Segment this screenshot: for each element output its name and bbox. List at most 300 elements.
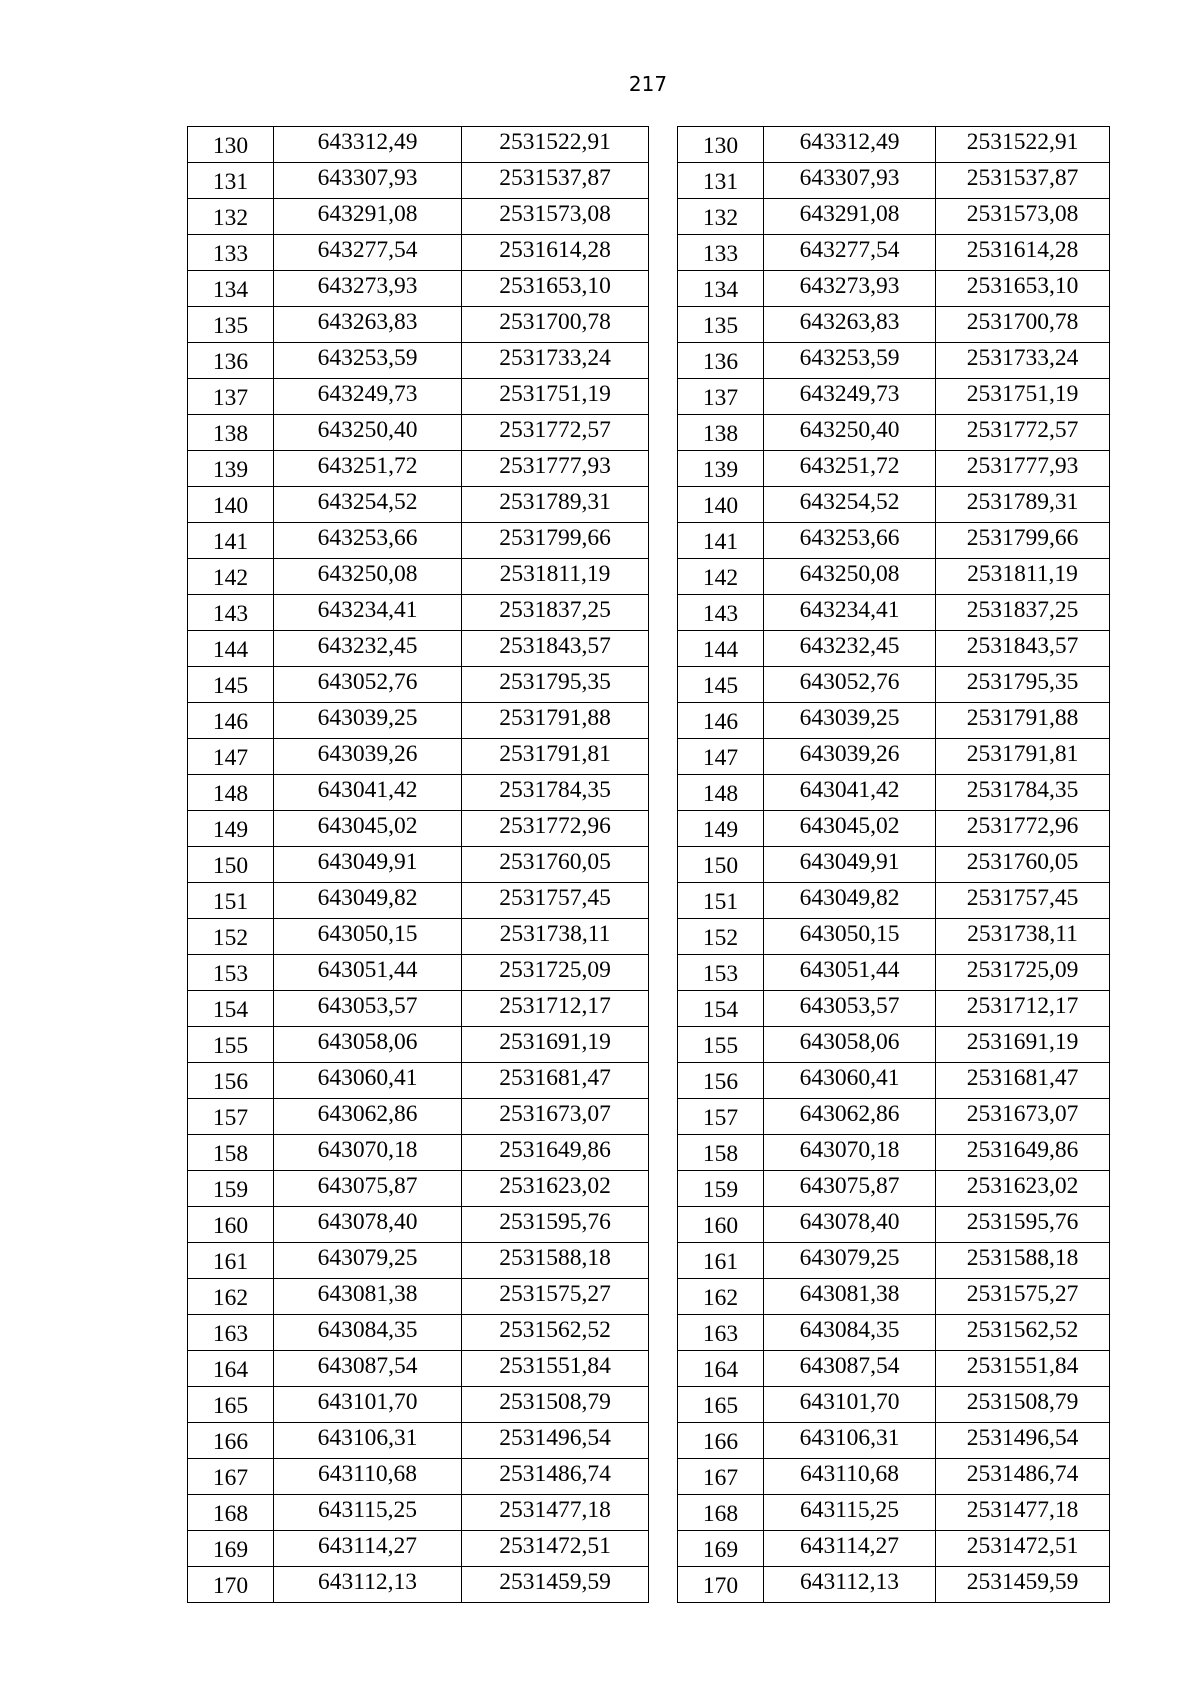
x-coordinate-cell: 643081,38 <box>274 1279 462 1315</box>
point-number-cell: 159 <box>678 1171 764 1207</box>
table-row <box>188 919 649 955</box>
table-row <box>188 847 649 883</box>
table-row <box>188 739 649 775</box>
x-coordinate-cell: 643254,52 <box>274 487 462 523</box>
x-coordinate-cell: 643050,15 <box>764 919 936 955</box>
x-coordinate-cell: 643250,08 <box>764 559 936 595</box>
y-coordinate-cell: 2531649,86 <box>936 1135 1110 1171</box>
point-number-cell: 160 <box>188 1207 274 1243</box>
y-coordinate-cell: 2531614,28 <box>936 235 1110 271</box>
table-row <box>678 1027 1110 1063</box>
table-row <box>678 847 1110 883</box>
x-coordinate-cell: 643052,76 <box>274 667 462 703</box>
x-coordinate-cell: 643277,54 <box>764 235 936 271</box>
x-coordinate-cell: 643251,72 <box>764 451 936 487</box>
point-number-cell: 133 <box>678 235 764 271</box>
y-coordinate-cell: 2531575,27 <box>462 1279 649 1315</box>
x-coordinate-cell: 643254,52 <box>764 487 936 523</box>
x-coordinate-cell: 643110,68 <box>274 1459 462 1495</box>
y-coordinate-cell: 2531700,78 <box>462 307 649 343</box>
x-coordinate-cell: 643312,49 <box>274 127 462 163</box>
point-number-cell: 166 <box>678 1423 764 1459</box>
x-coordinate-cell: 643053,57 <box>764 991 936 1027</box>
x-coordinate-cell: 643078,40 <box>764 1207 936 1243</box>
y-coordinate-cell: 2531795,35 <box>936 667 1110 703</box>
y-coordinate-cell: 2531777,93 <box>936 451 1110 487</box>
point-number-cell: 158 <box>188 1135 274 1171</box>
table-row <box>188 415 649 451</box>
table-row <box>188 1459 649 1495</box>
y-coordinate-cell: 2531789,31 <box>936 487 1110 523</box>
y-coordinate-cell: 2531725,09 <box>462 955 649 991</box>
y-coordinate-cell: 2531588,18 <box>936 1243 1110 1279</box>
table-row <box>188 1099 649 1135</box>
table-row <box>678 1135 1110 1171</box>
point-number-cell: 168 <box>188 1495 274 1531</box>
table-row <box>188 1135 649 1171</box>
x-coordinate-cell: 643253,66 <box>764 523 936 559</box>
point-number-cell: 142 <box>188 559 274 595</box>
x-coordinate-cell: 643087,54 <box>764 1351 936 1387</box>
table-row <box>188 1495 649 1531</box>
table-row <box>188 1027 649 1063</box>
point-number-cell: 132 <box>188 199 274 235</box>
point-number-cell: 134 <box>678 271 764 307</box>
point-number-cell: 161 <box>188 1243 274 1279</box>
point-number-cell: 134 <box>188 271 274 307</box>
table-row <box>678 1531 1110 1567</box>
x-coordinate-cell: 643112,13 <box>764 1567 936 1603</box>
point-number-cell: 136 <box>678 343 764 379</box>
x-coordinate-cell: 643051,44 <box>274 955 462 991</box>
point-number-cell: 151 <box>188 883 274 919</box>
point-number-cell: 162 <box>188 1279 274 1315</box>
table-row <box>678 199 1110 235</box>
y-coordinate-cell: 2531653,10 <box>462 271 649 307</box>
point-number-cell: 145 <box>678 667 764 703</box>
point-number-cell: 153 <box>188 955 274 991</box>
point-number-cell: 144 <box>678 631 764 667</box>
table-row <box>678 1423 1110 1459</box>
point-number-cell: 163 <box>188 1315 274 1351</box>
x-coordinate-cell: 643070,18 <box>764 1135 936 1171</box>
y-coordinate-cell: 2531573,08 <box>936 199 1110 235</box>
y-coordinate-cell: 2531522,91 <box>462 127 649 163</box>
point-number-cell: 141 <box>678 523 764 559</box>
y-coordinate-cell: 2531537,87 <box>462 163 649 199</box>
y-coordinate-cell: 2531459,59 <box>936 1567 1110 1603</box>
table-row <box>188 811 649 847</box>
table-row <box>188 631 649 667</box>
table-row <box>678 1099 1110 1135</box>
point-number-cell: 149 <box>188 811 274 847</box>
y-coordinate-cell: 2531459,59 <box>462 1567 649 1603</box>
point-number-cell: 159 <box>188 1171 274 1207</box>
point-number-cell: 130 <box>678 127 764 163</box>
point-number-cell: 142 <box>678 559 764 595</box>
y-coordinate-cell: 2531472,51 <box>936 1531 1110 1567</box>
point-number-cell: 151 <box>678 883 764 919</box>
table-row <box>188 703 649 739</box>
point-number-cell: 146 <box>188 703 274 739</box>
point-number-cell: 148 <box>678 775 764 811</box>
point-number-cell: 139 <box>678 451 764 487</box>
y-coordinate-cell: 2531477,18 <box>462 1495 649 1531</box>
table-row <box>678 379 1110 415</box>
y-coordinate-cell: 2531649,86 <box>462 1135 649 1171</box>
y-coordinate-cell: 2531486,74 <box>462 1459 649 1495</box>
x-coordinate-cell: 643060,41 <box>274 1063 462 1099</box>
x-coordinate-cell: 643101,70 <box>764 1387 936 1423</box>
x-coordinate-cell: 643250,08 <box>274 559 462 595</box>
x-coordinate-cell: 643249,73 <box>274 379 462 415</box>
point-number-cell: 131 <box>188 163 274 199</box>
point-number-cell: 138 <box>188 415 274 451</box>
x-coordinate-cell: 643070,18 <box>274 1135 462 1171</box>
point-number-cell: 168 <box>678 1495 764 1531</box>
x-coordinate-cell: 643263,83 <box>274 307 462 343</box>
y-coordinate-cell: 2531623,02 <box>936 1171 1110 1207</box>
y-coordinate-cell: 2531777,93 <box>462 451 649 487</box>
point-number-cell: 140 <box>188 487 274 523</box>
x-coordinate-cell: 643049,82 <box>274 883 462 919</box>
x-coordinate-cell: 643249,73 <box>764 379 936 415</box>
x-coordinate-cell: 643232,45 <box>274 631 462 667</box>
table-row <box>188 271 649 307</box>
point-number-cell: 152 <box>678 919 764 955</box>
table-row <box>188 451 649 487</box>
table-row <box>678 991 1110 1027</box>
y-coordinate-cell: 2531784,35 <box>936 775 1110 811</box>
table-row <box>188 775 649 811</box>
point-number-cell: 161 <box>678 1243 764 1279</box>
table-row <box>678 163 1110 199</box>
x-coordinate-cell: 643253,66 <box>274 523 462 559</box>
table-row <box>188 163 649 199</box>
table-row <box>678 1567 1110 1603</box>
x-coordinate-cell: 643251,72 <box>274 451 462 487</box>
y-coordinate-cell: 2531673,07 <box>462 1099 649 1135</box>
x-coordinate-cell: 643312,49 <box>764 127 936 163</box>
point-number-cell: 162 <box>678 1279 764 1315</box>
point-number-cell: 135 <box>678 307 764 343</box>
x-coordinate-cell: 643253,59 <box>274 343 462 379</box>
point-number-cell: 133 <box>188 235 274 271</box>
y-coordinate-cell: 2531712,17 <box>462 991 649 1027</box>
table-row <box>188 379 649 415</box>
coordinates-table-left <box>187 126 649 1603</box>
y-coordinate-cell: 2531486,74 <box>936 1459 1110 1495</box>
x-coordinate-cell: 643291,08 <box>274 199 462 235</box>
table-row <box>188 487 649 523</box>
y-coordinate-cell: 2531623,02 <box>462 1171 649 1207</box>
y-coordinate-cell: 2531522,91 <box>936 127 1110 163</box>
x-coordinate-cell: 643045,02 <box>764 811 936 847</box>
table-row <box>678 415 1110 451</box>
x-coordinate-cell: 643039,25 <box>274 703 462 739</box>
page-number: 217 <box>628 72 668 96</box>
point-number-cell: 150 <box>188 847 274 883</box>
table-row <box>678 523 1110 559</box>
table-row <box>188 667 649 703</box>
y-coordinate-cell: 2531595,76 <box>462 1207 649 1243</box>
y-coordinate-cell: 2531681,47 <box>936 1063 1110 1099</box>
y-coordinate-cell: 2531700,78 <box>936 307 1110 343</box>
point-number-cell: 156 <box>678 1063 764 1099</box>
x-coordinate-cell: 643307,93 <box>274 163 462 199</box>
point-number-cell: 138 <box>678 415 764 451</box>
y-coordinate-cell: 2531738,11 <box>936 919 1110 955</box>
point-number-cell: 143 <box>188 595 274 631</box>
table-row <box>678 955 1110 991</box>
y-coordinate-cell: 2531772,57 <box>462 415 649 451</box>
x-coordinate-cell: 643084,35 <box>274 1315 462 1351</box>
y-coordinate-cell: 2531562,52 <box>462 1315 649 1351</box>
table-row <box>188 1567 649 1603</box>
y-coordinate-cell: 2531791,81 <box>462 739 649 775</box>
point-number-cell: 139 <box>188 451 274 487</box>
x-coordinate-cell: 643079,25 <box>764 1243 936 1279</box>
x-coordinate-cell: 643087,54 <box>274 1351 462 1387</box>
table-row <box>678 235 1110 271</box>
table-row <box>678 1495 1110 1531</box>
x-coordinate-cell: 643045,02 <box>274 811 462 847</box>
table-row <box>188 1171 649 1207</box>
x-coordinate-cell: 643291,08 <box>764 199 936 235</box>
table-row <box>188 991 649 1027</box>
y-coordinate-cell: 2531712,17 <box>936 991 1110 1027</box>
y-coordinate-cell: 2531496,54 <box>936 1423 1110 1459</box>
y-coordinate-cell: 2531472,51 <box>462 1531 649 1567</box>
y-coordinate-cell: 2531799,66 <box>462 523 649 559</box>
point-number-cell: 157 <box>188 1099 274 1135</box>
y-coordinate-cell: 2531595,76 <box>936 1207 1110 1243</box>
table-row <box>188 199 649 235</box>
y-coordinate-cell: 2531789,31 <box>462 487 649 523</box>
y-coordinate-cell: 2531799,66 <box>936 523 1110 559</box>
point-number-cell: 149 <box>678 811 764 847</box>
point-number-cell: 150 <box>678 847 764 883</box>
x-coordinate-cell: 643253,59 <box>764 343 936 379</box>
table-row <box>188 1315 649 1351</box>
coordinates-table-right <box>677 126 1110 1603</box>
x-coordinate-cell: 643112,13 <box>274 1567 462 1603</box>
x-coordinate-cell: 643250,40 <box>764 415 936 451</box>
point-number-cell: 166 <box>188 1423 274 1459</box>
table-row <box>678 595 1110 631</box>
table-row <box>678 811 1110 847</box>
x-coordinate-cell: 643263,83 <box>764 307 936 343</box>
x-coordinate-cell: 643273,93 <box>764 271 936 307</box>
point-number-cell: 135 <box>188 307 274 343</box>
table-row <box>678 559 1110 595</box>
point-number-cell: 155 <box>678 1027 764 1063</box>
point-number-cell: 160 <box>678 1207 764 1243</box>
point-number-cell: 165 <box>188 1387 274 1423</box>
point-number-cell: 154 <box>188 991 274 1027</box>
table-row <box>188 955 649 991</box>
y-coordinate-cell: 2531837,25 <box>462 595 649 631</box>
table-row <box>678 1459 1110 1495</box>
point-number-cell: 165 <box>678 1387 764 1423</box>
x-coordinate-cell: 643039,26 <box>274 739 462 775</box>
y-coordinate-cell: 2531733,24 <box>936 343 1110 379</box>
table-row <box>678 1063 1110 1099</box>
x-coordinate-cell: 643075,87 <box>764 1171 936 1207</box>
point-number-cell: 170 <box>188 1567 274 1603</box>
y-coordinate-cell: 2531653,10 <box>936 271 1110 307</box>
table-row <box>188 1063 649 1099</box>
point-number-cell: 137 <box>678 379 764 415</box>
y-coordinate-cell: 2531772,96 <box>936 811 1110 847</box>
table-row <box>678 451 1110 487</box>
table-row <box>188 1279 649 1315</box>
table-row <box>678 667 1110 703</box>
table-row <box>188 343 649 379</box>
point-number-cell: 136 <box>188 343 274 379</box>
x-coordinate-cell: 643062,86 <box>764 1099 936 1135</box>
y-coordinate-cell: 2531725,09 <box>936 955 1110 991</box>
y-coordinate-cell: 2531614,28 <box>462 235 649 271</box>
y-coordinate-cell: 2531738,11 <box>462 919 649 955</box>
point-number-cell: 167 <box>678 1459 764 1495</box>
x-coordinate-cell: 643232,45 <box>764 631 936 667</box>
table-row <box>188 1207 649 1243</box>
table-row <box>678 1243 1110 1279</box>
y-coordinate-cell: 2531496,54 <box>462 1423 649 1459</box>
x-coordinate-cell: 643049,91 <box>764 847 936 883</box>
y-coordinate-cell: 2531784,35 <box>462 775 649 811</box>
y-coordinate-cell: 2531772,96 <box>462 811 649 847</box>
y-coordinate-cell: 2531508,79 <box>936 1387 1110 1423</box>
point-number-cell: 170 <box>678 1567 764 1603</box>
point-number-cell: 163 <box>678 1315 764 1351</box>
point-number-cell: 140 <box>678 487 764 523</box>
point-number-cell: 132 <box>678 199 764 235</box>
y-coordinate-cell: 2531751,19 <box>462 379 649 415</box>
y-coordinate-cell: 2531508,79 <box>462 1387 649 1423</box>
table-row <box>678 1207 1110 1243</box>
y-coordinate-cell: 2531791,88 <box>936 703 1110 739</box>
x-coordinate-cell: 643115,25 <box>274 1495 462 1531</box>
point-number-cell: 169 <box>678 1531 764 1567</box>
table-row <box>188 1351 649 1387</box>
y-coordinate-cell: 2531562,52 <box>936 1315 1110 1351</box>
table-row <box>678 1387 1110 1423</box>
x-coordinate-cell: 643234,41 <box>764 595 936 631</box>
y-coordinate-cell: 2531795,35 <box>462 667 649 703</box>
y-coordinate-cell: 2531673,07 <box>936 1099 1110 1135</box>
y-coordinate-cell: 2531811,19 <box>462 559 649 595</box>
table-row <box>678 1315 1110 1351</box>
x-coordinate-cell: 643039,26 <box>764 739 936 775</box>
x-coordinate-cell: 643115,25 <box>764 1495 936 1531</box>
y-coordinate-cell: 2531760,05 <box>462 847 649 883</box>
y-coordinate-cell: 2531843,57 <box>462 631 649 667</box>
table-row <box>678 127 1110 163</box>
point-number-cell: 141 <box>188 523 274 559</box>
y-coordinate-cell: 2531757,45 <box>936 883 1110 919</box>
table-row <box>188 307 649 343</box>
point-number-cell: 153 <box>678 955 764 991</box>
table-row <box>188 1423 649 1459</box>
point-number-cell: 169 <box>188 1531 274 1567</box>
y-coordinate-cell: 2531551,84 <box>462 1351 649 1387</box>
table-row <box>188 595 649 631</box>
point-number-cell: 137 <box>188 379 274 415</box>
y-coordinate-cell: 2531837,25 <box>936 595 1110 631</box>
table-body-left <box>188 127 649 1603</box>
y-coordinate-cell: 2531791,81 <box>936 739 1110 775</box>
x-coordinate-cell: 643050,15 <box>274 919 462 955</box>
x-coordinate-cell: 643084,35 <box>764 1315 936 1351</box>
point-number-cell: 156 <box>188 1063 274 1099</box>
point-number-cell: 154 <box>678 991 764 1027</box>
x-coordinate-cell: 643058,06 <box>274 1027 462 1063</box>
x-coordinate-cell: 643049,91 <box>274 847 462 883</box>
y-coordinate-cell: 2531751,19 <box>936 379 1110 415</box>
y-coordinate-cell: 2531760,05 <box>936 847 1110 883</box>
table-row <box>188 523 649 559</box>
y-coordinate-cell: 2531588,18 <box>462 1243 649 1279</box>
x-coordinate-cell: 643078,40 <box>274 1207 462 1243</box>
x-coordinate-cell: 643114,27 <box>764 1531 936 1567</box>
table-row <box>188 1531 649 1567</box>
table-body-right <box>678 127 1110 1603</box>
x-coordinate-cell: 643041,42 <box>274 775 462 811</box>
point-number-cell: 147 <box>678 739 764 775</box>
y-coordinate-cell: 2531757,45 <box>462 883 649 919</box>
y-coordinate-cell: 2531791,88 <box>462 703 649 739</box>
point-number-cell: 158 <box>678 1135 764 1171</box>
table-row <box>678 271 1110 307</box>
point-number-cell: 143 <box>678 595 764 631</box>
x-coordinate-cell: 643114,27 <box>274 1531 462 1567</box>
x-coordinate-cell: 643041,42 <box>764 775 936 811</box>
point-number-cell: 167 <box>188 1459 274 1495</box>
table-row <box>678 1279 1110 1315</box>
point-number-cell: 146 <box>678 703 764 739</box>
table-row <box>188 127 649 163</box>
table-row <box>678 307 1110 343</box>
y-coordinate-cell: 2531681,47 <box>462 1063 649 1099</box>
table-row <box>678 487 1110 523</box>
x-coordinate-cell: 643039,25 <box>764 703 936 739</box>
x-coordinate-cell: 643081,38 <box>764 1279 936 1315</box>
y-coordinate-cell: 2531573,08 <box>462 199 649 235</box>
y-coordinate-cell: 2531691,19 <box>462 1027 649 1063</box>
table-row <box>678 703 1110 739</box>
point-number-cell: 144 <box>188 631 274 667</box>
x-coordinate-cell: 643277,54 <box>274 235 462 271</box>
point-number-cell: 157 <box>678 1099 764 1135</box>
x-coordinate-cell: 643060,41 <box>764 1063 936 1099</box>
y-coordinate-cell: 2531477,18 <box>936 1495 1110 1531</box>
x-coordinate-cell: 643062,86 <box>274 1099 462 1135</box>
x-coordinate-cell: 643049,82 <box>764 883 936 919</box>
x-coordinate-cell: 643079,25 <box>274 1243 462 1279</box>
x-coordinate-cell: 643106,31 <box>274 1423 462 1459</box>
x-coordinate-cell: 643052,76 <box>764 667 936 703</box>
x-coordinate-cell: 643110,68 <box>764 1459 936 1495</box>
x-coordinate-cell: 643053,57 <box>274 991 462 1027</box>
table-row <box>188 559 649 595</box>
table-row <box>188 235 649 271</box>
x-coordinate-cell: 643307,93 <box>764 163 936 199</box>
x-coordinate-cell: 643273,93 <box>274 271 462 307</box>
x-coordinate-cell: 643101,70 <box>274 1387 462 1423</box>
point-number-cell: 147 <box>188 739 274 775</box>
